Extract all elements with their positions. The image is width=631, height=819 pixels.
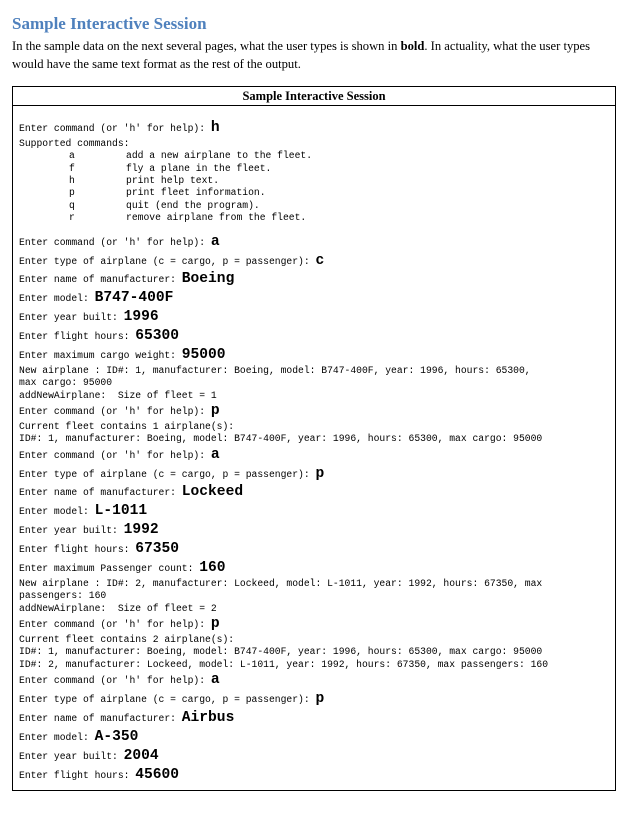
prompt-text: Enter command (or 'h' for help): [19,449,211,461]
user-input: 1996 [123,309,159,326]
prompt-line [19,465,615,484]
intro-text-before: In the sample data on the next several pages, what the user types is shown in [12,39,401,53]
output-line: ID#: 1, manufacturer: Boeing, model: B747-400F, year: 1996, hours: 65300, max cargo: 95000 [19,433,543,445]
prompt-text: Enter flight hours: [19,544,136,556]
session-transcript [19,119,615,785]
command-key: r [69,212,75,224]
command-key: h [69,175,75,187]
prompt-text: Enter model: [19,731,95,743]
user-input: Airbus [181,709,235,726]
user-input: a [210,233,220,250]
command-description: quit (end the program). [126,199,260,211]
output-line: passengers: 160 [19,590,107,602]
command-help-row [19,163,615,175]
user-input: p [210,616,220,633]
user-input: A-350 [94,728,139,745]
command-help-row [19,187,615,199]
prompt-line [19,289,615,308]
user-input: 65300 [135,328,180,345]
prompt-line [19,327,615,346]
output-line: addNewAirplane: Size of fleet = 1 [19,389,217,401]
prompt-text: Enter command (or 'h' for help): [19,123,211,134]
prompt-line [19,521,615,540]
prompt-text: Enter year built: [19,750,124,762]
prompt-line [19,559,615,578]
command-description: remove airplane from the fleet. [126,212,307,224]
session-box [12,86,616,791]
output-line: ID#: 1, manufacturer: Boeing, model: B747-400F, year: 1996, hours: 65300, max cargo: 95000 [19,646,543,658]
prompt-line [19,540,615,559]
prompt-line [19,252,615,271]
user-input: p [315,691,325,708]
output-line: Current fleet contains 1 airplane(s): [19,420,235,432]
output-line: max cargo: 95000 [19,377,113,389]
prompt-text: Enter command (or 'h' for help): [19,236,211,248]
prompt-text: Enter model: [19,293,95,305]
prompt-text: Enter model: [19,506,95,518]
prompt-text: Enter name of manufacturer: [19,487,182,499]
prompt-line [19,308,615,327]
prompt-line [19,728,615,747]
user-input: Boeing [181,271,235,288]
output-line: ID#: 2, manufacturer: Lockeed, model: L-1011, year: 1992, hours: 67350, max passengers: 160 [19,658,549,670]
intro-paragraph [12,38,612,73]
prompt-text: Enter year built: [19,525,124,537]
prompt-line [19,671,615,690]
prompt-line [19,747,615,766]
prompt-text: Enter year built: [19,312,124,324]
prompt-line [19,346,615,365]
prompt-line [19,483,615,502]
prompt-text: Enter command (or 'h' for help): [19,406,211,418]
page-title: Sample Interactive Session [12,14,207,33]
prompt-text: Enter command (or 'h' for help): [19,675,211,687]
user-input: 45600 [135,766,180,783]
command-description: print fleet information. [126,187,266,199]
prompt-text: Enter type of airplane (c = cargo, p = passenger): [19,694,316,706]
intro-bold-word: bold [400,39,425,53]
prompt-line [19,446,615,465]
prompt-text: Enter name of manufacturer: [19,274,182,286]
command-description: fly a plane in the fleet. [126,162,272,174]
command-description: print help text. [126,175,220,187]
user-input: p [315,465,325,482]
command-key: f [69,162,75,174]
prompt-line [19,402,615,421]
prompt-line [19,615,615,634]
session-title: Sample Interactive Session [13,87,615,106]
prompt-line [19,709,615,728]
output-line: Supported commands: [19,137,130,149]
user-input: 160 [199,560,226,577]
user-input: 2004 [123,747,159,764]
prompt-text: Enter name of manufacturer: [19,712,182,724]
command-help-row [19,150,615,162]
user-input: a [210,672,220,689]
command-help-row [19,175,615,187]
user-input: 67350 [135,541,180,558]
command-key: a [69,150,75,162]
command-description: add a new airplane to the fleet. [126,150,313,162]
output-line: New airplane : ID#: 2, manufacturer: Lockeed, model: L-1011, year: 1992, hours: 67350, max [19,577,543,589]
prompt-line [19,119,615,138]
prompt-line [19,502,615,521]
user-input: p [210,403,220,420]
user-input: B747-400F [94,290,174,307]
command-help-row [19,212,615,224]
prompt-line [19,766,615,785]
prompt-text: Enter maximum cargo weight: [19,349,182,361]
user-input: 95000 [181,346,226,363]
intro-text-after: . In actuality, what the user types would have the same text format as the rest of the output. [12,39,591,71]
user-input: L-1011 [94,503,148,520]
prompt-text: Enter type of airplane (c = cargo, p = passenger): [19,255,316,267]
prompt-line [19,270,615,289]
prompt-line [19,233,615,252]
user-input: c [315,252,325,269]
prompt-text: Enter flight hours: [19,331,136,343]
prompt-text: Enter maximum Passenger count: [19,563,200,575]
output-line: New airplane : ID#: 1, manufacturer: Boeing, model: B747-400F, year: 1996, hours: 65300, [19,364,531,376]
user-input: 1992 [123,522,159,539]
user-input: a [210,446,220,463]
output-line: Current fleet contains 2 airplane(s): [19,634,235,645]
command-key: p [69,187,75,199]
prompt-text: Enter command (or 'h' for help): [19,619,211,631]
user-input: h [210,120,220,136]
command-key: q [69,199,75,211]
user-input: Lockeed [181,484,244,501]
prompt-text: Enter flight hours: [19,769,136,781]
prompt-line [19,690,615,709]
command-help-row [19,200,615,212]
output-line: addNewAirplane: Size of fleet = 2 [19,602,217,614]
prompt-text: Enter type of airplane (c = cargo, p = passenger): [19,468,316,480]
